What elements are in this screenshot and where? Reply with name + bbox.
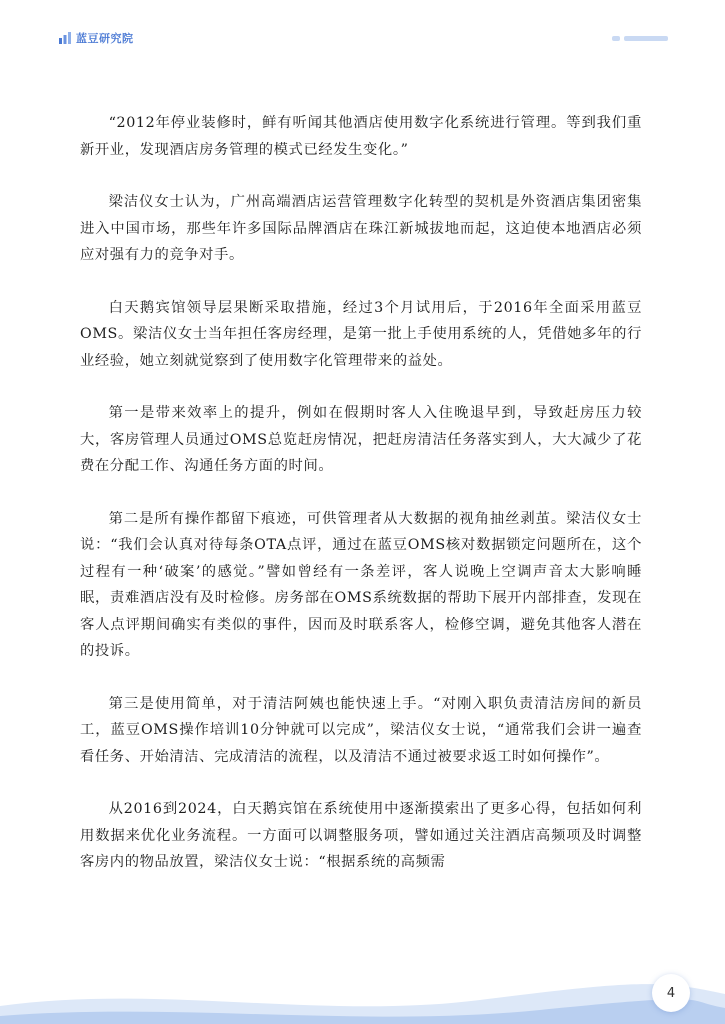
logo-text: 蓝豆研究院 bbox=[76, 32, 134, 45]
bar-chart-logo-icon bbox=[58, 31, 72, 45]
header-decoration bbox=[624, 36, 668, 41]
page-header bbox=[0, 0, 725, 60]
paragraph: 第一是带来效率上的提升，例如在假期时客人入住晚退早到，导致赶房压力较大，客房管理人员通过OMS总览赶房情况，把赶房清洁任务落实到人，大大减少了花费在分配工作、沟通任务方面的时间。 bbox=[80, 405, 642, 474]
brand-logo bbox=[58, 30, 134, 46]
paragraph: 第三是使用简单，对于清洁阿姨也能快速上手。“对刚入职负责清洁房间的新员工，蓝豆OMS操作培训10分钟就可以完成”，梁洁仪女士说，“通常我们会讲一遍查看任务、开始清洁、完成清洁的流程，以及清洁不通过被要求返工时如何操作”。 bbox=[80, 695, 642, 765]
article-body bbox=[80, 110, 642, 902]
header-decoration bbox=[612, 36, 620, 41]
paragraph: 梁洁仪女士认为，广州高端酒店运营管理数字化转型的契机是外资酒店集团密集进入中国市场，那些年许多国际品牌酒店在珠江新城拔地而起，这迫使本地酒店必须应对强有力的竞争对手。 bbox=[80, 194, 642, 263]
paragraph: 从2016到2024，白天鹅宾馆在系统使用中逐渐摸索出了更多心得，包括如何利用数据来优化业务流程。一方面可以调整服务项，譬如通过关注酒店高频项及时调整客房内的物品放置，梁洁仪女士说：“根据系统的高频需 bbox=[80, 801, 642, 870]
paragraph: 白天鹅宾馆领导层果断采取措施，经过3个月试用后，于2016年全面采用蓝豆OMS。梁洁仪女士当年担任客房经理，是第一批上手使用系统的人，凭借她多年的行业经验，她立刻就觉察到了使用数字化管理带来的益处。 bbox=[80, 299, 642, 369]
paragraph: 第二是所有操作都留下痕迹，可供管理者从大数据的视角抽丝剥茧。梁洁仪女士说：“我们会认真对待每条OTA点评，通过在蓝豆OMS核对数据锁定问题所在，这个过程有一种‘破案’的感觉。”譬如曾经有一条差评，客人说晚上空调声音太大影响睡眠，责难酒店没有及时检修。房务部在OMS系统数据的帮助下展开内部排查，发现在客人点评期间确实有类似的事件，因而及时联系客人，检修空调，避免其他客人潜在的投诉。 bbox=[80, 510, 642, 659]
page-number: 4 bbox=[652, 974, 690, 1012]
paragraph: “2012年停业装修时，鲜有听闻其他酒店使用数字化系统进行管理。等到我们重新开业，发现酒店房务管理的模式已经发生变化。” bbox=[80, 115, 642, 158]
footer-wave-decoration bbox=[0, 954, 725, 1024]
